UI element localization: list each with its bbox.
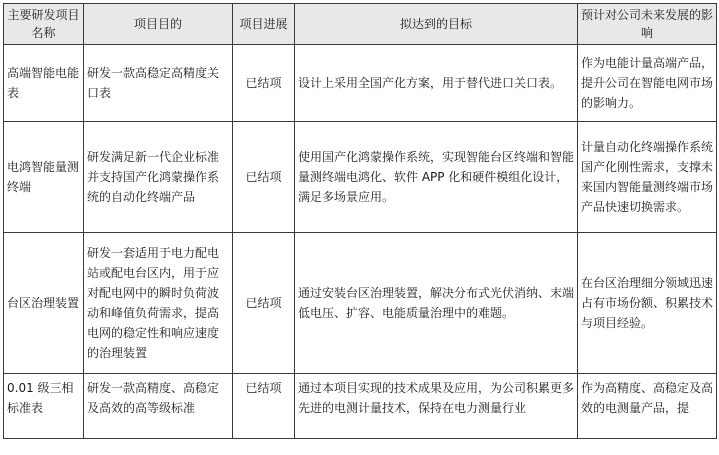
header-project-goal: 项目目的 (84, 4, 233, 45)
cell-impact: 计量自动化终端操作系统国产化刚性需求，支撑未来国内智能量测终端市场产品快速切换需求。 (578, 122, 717, 233)
table-row (4, 122, 717, 233)
cell-project-name: 高端智能电能表 (4, 45, 84, 122)
cell-project-name: 0.01 级三相标准表 (4, 374, 84, 439)
cell-project-progress: 已结项 (233, 374, 295, 439)
cell-project-goal: 研发满足新一代企业标准并支持国产化鸿蒙操作系统的自动化终端产品 (84, 122, 233, 233)
cell-project-progress: 已结项 (233, 45, 295, 122)
header-project-progress: 项目进展 (233, 4, 295, 45)
cell-project-goal: 研发一款高精度、高稳定及高效的高等级标准 (84, 374, 233, 439)
table-header-row (4, 4, 717, 45)
cell-target: 通过本项目实现的技术成果及应用，为公司积累更多先进的电测计量技术，保持在电力测量行业 (295, 374, 578, 439)
header-project-name: 主要研发项目名称 (4, 4, 84, 45)
cell-project-goal: 研发一套适用于电力配电站或配电台区内，用于应对配电网中的瞬时负荷波动和峰值负荷需求，提高电网的稳定性和响应速度的治理装置 (84, 233, 233, 374)
cell-target: 设计上采用全国产化方案，用于替代进口关口表。 (295, 45, 578, 122)
cell-project-progress: 已结项 (233, 233, 295, 374)
table-row (4, 374, 717, 439)
cell-target: 使用国产化鸿蒙操作系统，实现智能台区终端和智能量测终端电鸿化、软件 APP 化和硬件模组化设计，满足多场景应用。 (295, 122, 578, 233)
cell-project-progress: 已结项 (233, 122, 295, 233)
cell-target: 通过安装台区治理装置，解决分布式光伏消纳、末端低电压、扩容、电能质量治理中的难题。 (295, 233, 578, 374)
cell-impact: 在台区治理细分领域迅速占有市场份额、积累技术与项目经验。 (578, 233, 717, 374)
cell-project-name: 电鸿智能量测终端 (4, 122, 84, 233)
table-row (4, 45, 717, 122)
rd-projects-table (3, 3, 717, 439)
table-row (4, 233, 717, 374)
cell-project-name: 台区治理装置 (4, 233, 84, 374)
header-target: 拟达到的目标 (295, 4, 578, 45)
cell-impact: 作为高精度、高稳定及高效的电测量产品，提 (578, 374, 717, 439)
cell-impact: 作为电能计量高端产品，提升公司在智能电网市场的影响力。 (578, 45, 717, 122)
header-impact: 预计对公司未来发展的影响 (578, 4, 717, 45)
cell-project-goal: 研发一款高稳定高精度关口表 (84, 45, 233, 122)
